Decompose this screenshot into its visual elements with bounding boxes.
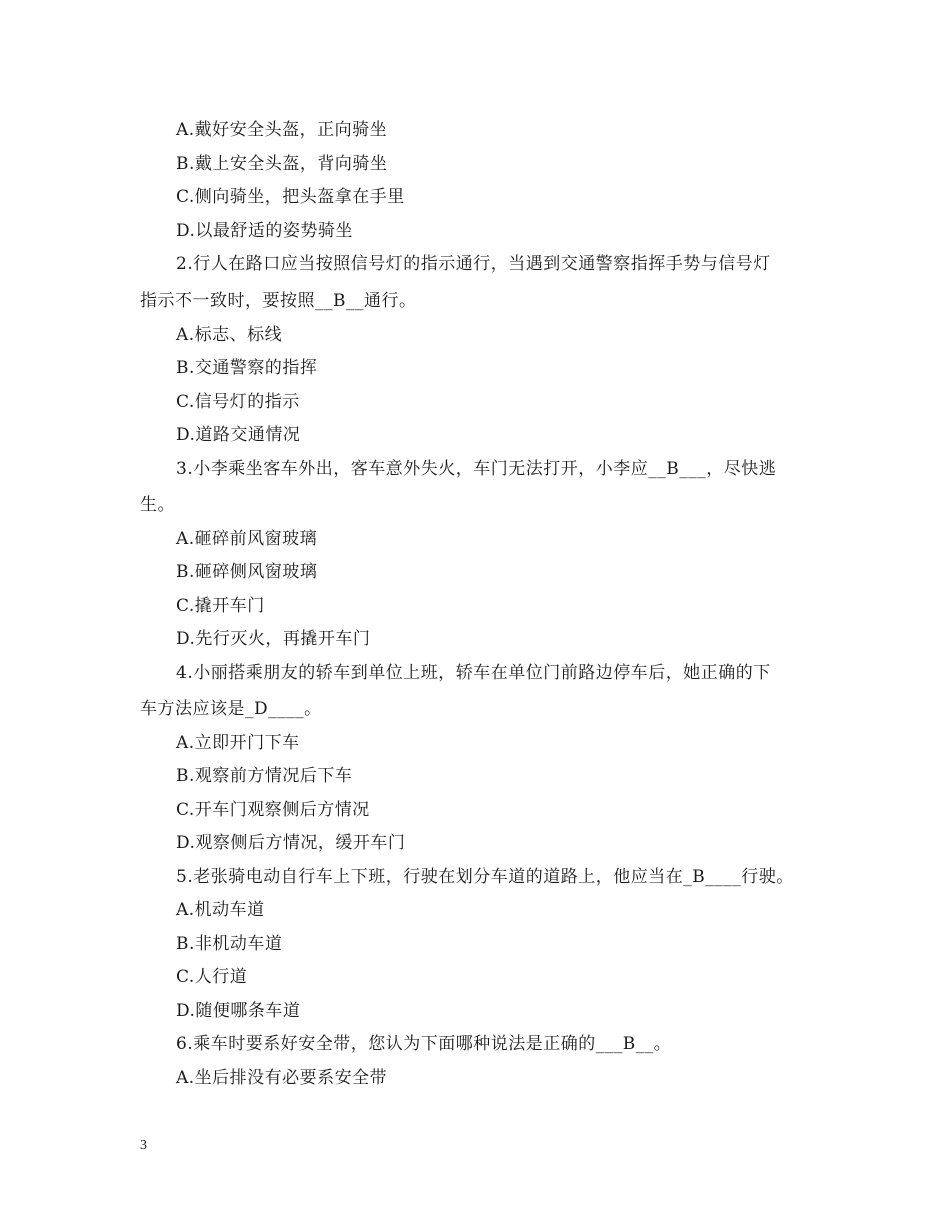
option-line: C.信号灯的指示 xyxy=(176,392,300,412)
option-line: A.标志、标线 xyxy=(176,325,283,345)
option-line: A.机动车道 xyxy=(176,900,265,920)
option-line: D.观察侧后方情况，缓开车门 xyxy=(176,833,406,853)
page-number: 3 xyxy=(140,1138,147,1153)
question-4-line-2: 车方法应该是_D____。 xyxy=(140,699,322,719)
option-line: C.人行道 xyxy=(176,967,248,987)
option-line: D.以最舒适的姿势骑坐 xyxy=(176,221,353,241)
question-5-line-1: 5.老张骑电动自行车上下班，行驶在划分车道的道路上，他应当在_B____行驶。 xyxy=(176,867,794,887)
option-line: A.坐后排没有必要系安全带 xyxy=(176,1068,388,1088)
question-4-line-1: 4.小丽搭乘朋友的轿车到单位上班，轿车在单位门前路边停车后，她正确的下 xyxy=(176,663,771,683)
option-line: B.戴上安全头盔，背向骑坐 xyxy=(176,154,388,174)
option-line: C.开车门观察侧后方情况 xyxy=(176,800,370,820)
question-2-line-1: 2.行人在路口应当按照信号灯的指示通行，当遇到交通警察指挥手势与信号灯 xyxy=(176,254,771,274)
question-2-line-2: 指示不一致时，要按照__B__通行。 xyxy=(140,291,417,311)
question-3-line-2: 生。 xyxy=(140,495,175,515)
option-line: B.交通警察的指挥 xyxy=(176,358,318,378)
option-line: D.道路交通情况 xyxy=(176,425,301,445)
option-line: B.砸碎侧风窗玻璃 xyxy=(176,562,318,582)
option-line: B.观察前方情况后下车 xyxy=(176,766,353,786)
option-line: C.撬开车门 xyxy=(176,596,265,616)
option-line: A.砸碎前风窗玻璃 xyxy=(176,529,318,549)
option-line: D.先行灭火，再撬开车门 xyxy=(176,629,371,649)
question-3-line-1: 3.小李乘坐客车外出，客车意外失火，车门无法打开，小李应__B___，尽快逃 xyxy=(176,459,777,479)
question-6-line-1: 6.乘车时要系好安全带，您认为下面哪种说法是正确的___B__。 xyxy=(176,1034,672,1054)
option-line: C.侧向骑坐，把头盔拿在手里 xyxy=(176,187,405,207)
option-line: A.戴好安全头盔，正向骑坐 xyxy=(176,120,388,140)
option-line: D.随便哪条车道 xyxy=(176,1001,301,1021)
option-line: B.非机动车道 xyxy=(176,934,283,954)
option-line: A.立即开门下车 xyxy=(176,733,300,753)
